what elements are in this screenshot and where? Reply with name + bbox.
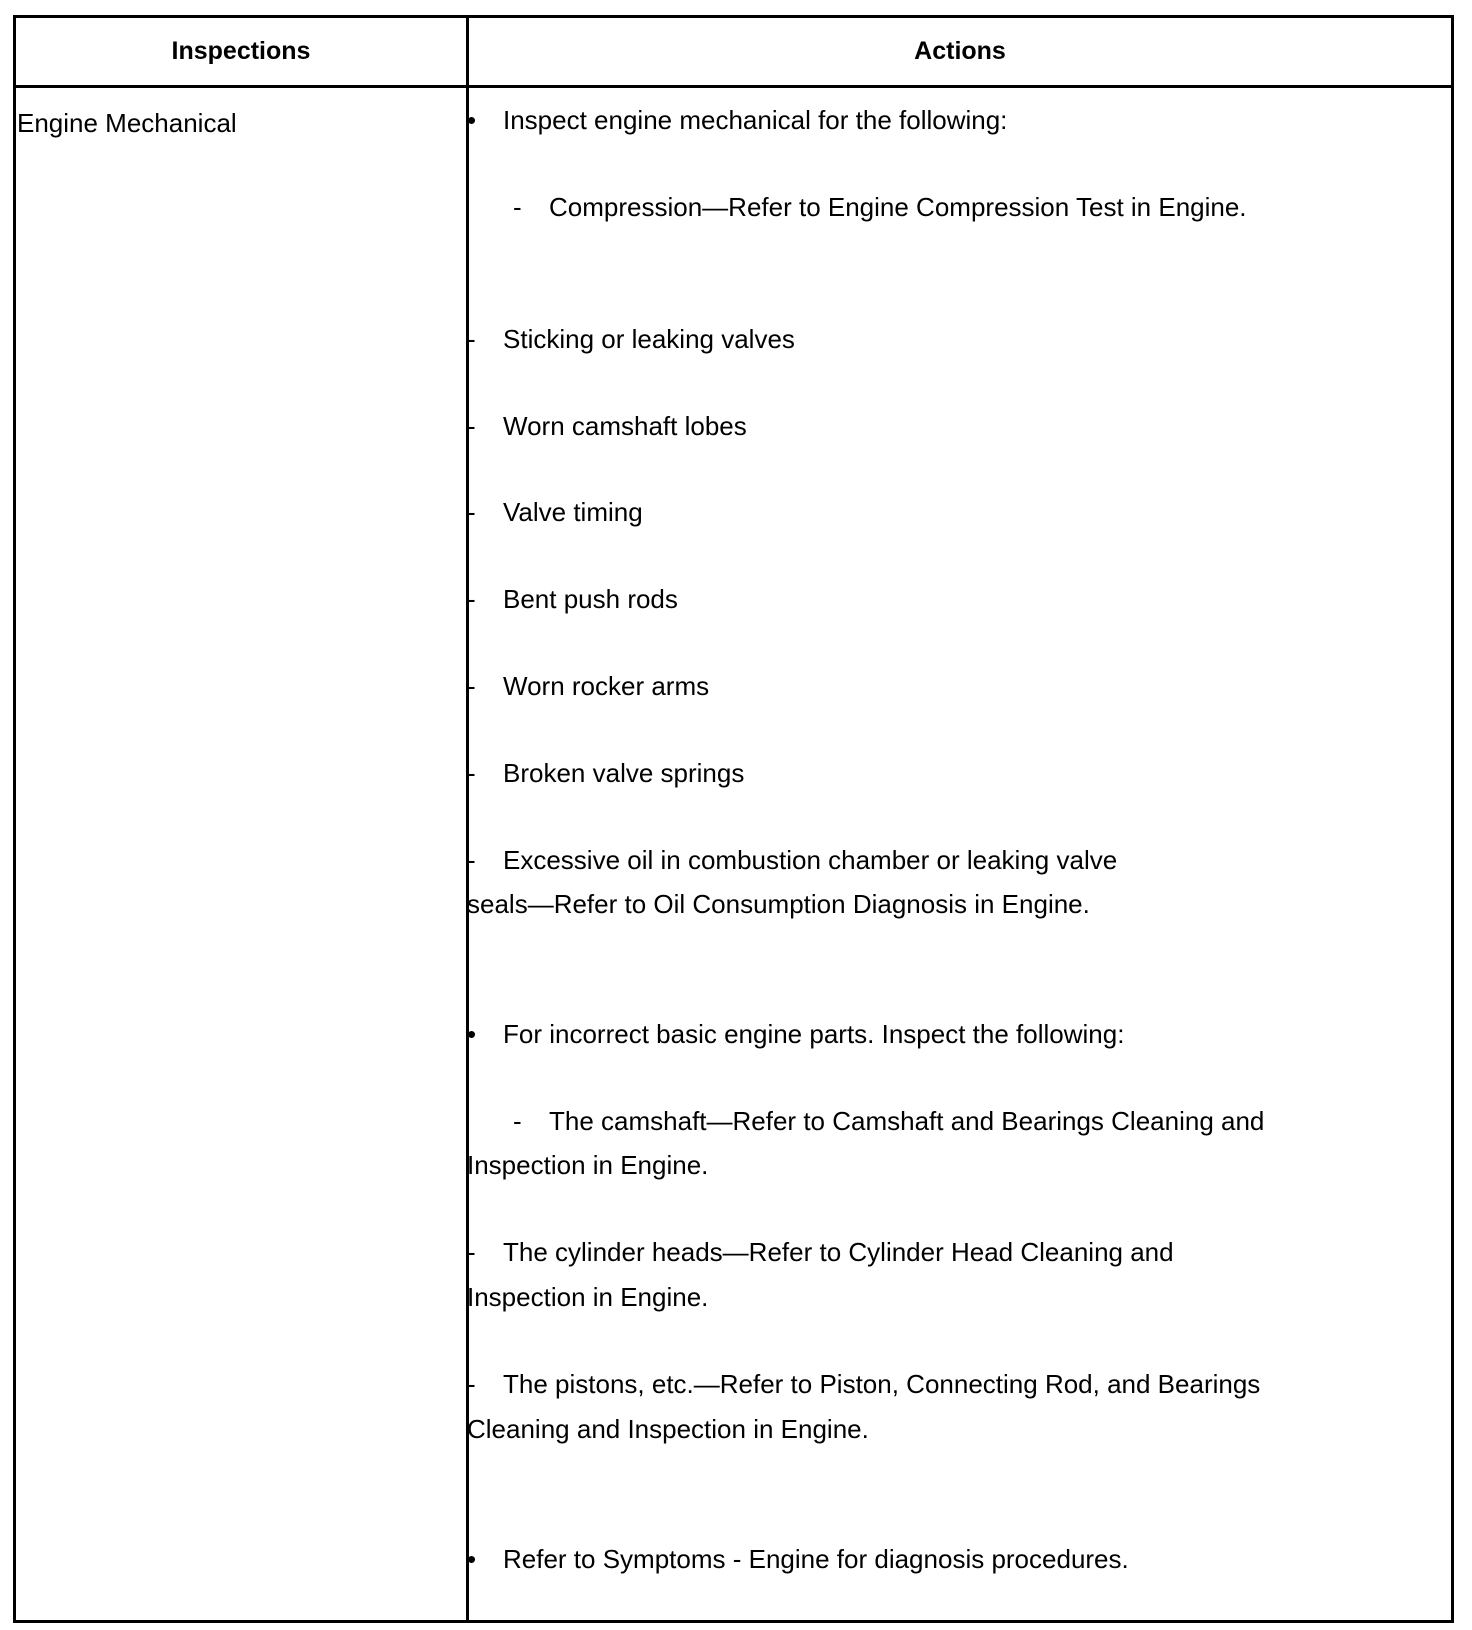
action-text: Cleaning and Inspection in Engine. <box>467 1414 869 1444</box>
header-divider <box>16 85 1451 88</box>
action-text: Excessive oil in combustion chamber or leaking valve <box>503 845 1118 875</box>
action-item-rocker-arms <box>467 664 1427 709</box>
dash-mark: - <box>513 192 522 222</box>
action-item-pistons <box>467 1362 1427 1407</box>
dash-mark: - <box>513 1106 522 1136</box>
action-text: Sticking or leaking valves <box>503 324 795 354</box>
inspection-cell: Engine Mechanical <box>17 108 237 138</box>
bullet-mark: • <box>467 105 477 135</box>
action-text: The camshaft—Refer to Camshaft and Bearings Cleaning and <box>549 1106 1265 1136</box>
action-text: Inspect engine mechanical for the following: <box>503 105 1008 135</box>
action-text: Compression—Refer to Engine Compression Test in Engine. <box>549 192 1247 222</box>
action-item-camshaft-lobes <box>467 404 1427 449</box>
action-text: Inspection in Engine. <box>467 1150 709 1180</box>
action-text: Bent push rods <box>503 584 678 614</box>
action-text: The pistons, etc.—Refer to Piston, Connecting Rod, and Bearings <box>503 1369 1261 1399</box>
action-item-compression <box>513 185 1472 230</box>
dash-mark: - <box>467 845 476 875</box>
action-bullet-1 <box>467 98 1427 143</box>
dash-mark: - <box>467 584 476 614</box>
action-item-valve-springs <box>467 751 1427 796</box>
dash-mark: - <box>467 1369 476 1399</box>
dash-mark: - <box>467 671 476 701</box>
action-text: Worn camshaft lobes <box>503 411 747 441</box>
action-item-camshaft-cont <box>467 1143 1427 1188</box>
action-text: Broken valve springs <box>503 758 745 788</box>
action-item-cylinder-heads-cont <box>467 1275 1427 1320</box>
action-text: The cylinder heads—Refer to Cylinder Head Cleaning and <box>503 1237 1174 1267</box>
action-text: Inspection in Engine. <box>467 1282 709 1312</box>
dash-mark: - <box>467 497 476 527</box>
action-bullet-3 <box>467 1537 1427 1582</box>
action-item-sticking <box>467 317 1427 362</box>
header-actions: Actions <box>914 37 1006 65</box>
action-item-excessive-oil <box>467 838 1427 883</box>
dash-mark: - <box>467 1237 476 1267</box>
bullet-mark: • <box>467 1019 477 1049</box>
dash-mark: - <box>467 758 476 788</box>
action-text: Valve timing <box>503 497 643 527</box>
action-item-camshaft <box>513 1099 1472 1144</box>
action-text: For incorrect basic engine parts. Inspect the following: <box>503 1019 1125 1049</box>
dash-mark: - <box>467 411 476 441</box>
action-item-valve-timing <box>467 490 1427 535</box>
action-text: Worn rocker arms <box>503 671 710 701</box>
header-inspections: Inspections <box>171 37 311 65</box>
action-bullet-2 <box>467 1012 1427 1057</box>
action-text: Refer to Symptoms - Engine for diagnosis procedures. <box>503 1544 1129 1574</box>
action-item-push-rods <box>467 577 1427 622</box>
action-item-pistons-cont <box>467 1407 1427 1452</box>
bullet-mark: • <box>467 1544 477 1574</box>
action-item-excessive-oil-cont <box>467 882 1427 927</box>
action-item-cylinder-heads <box>467 1230 1427 1275</box>
dash-mark: - <box>467 324 476 354</box>
action-text: seals—Refer to Oil Consumption Diagnosis in Engine. <box>467 889 1090 919</box>
